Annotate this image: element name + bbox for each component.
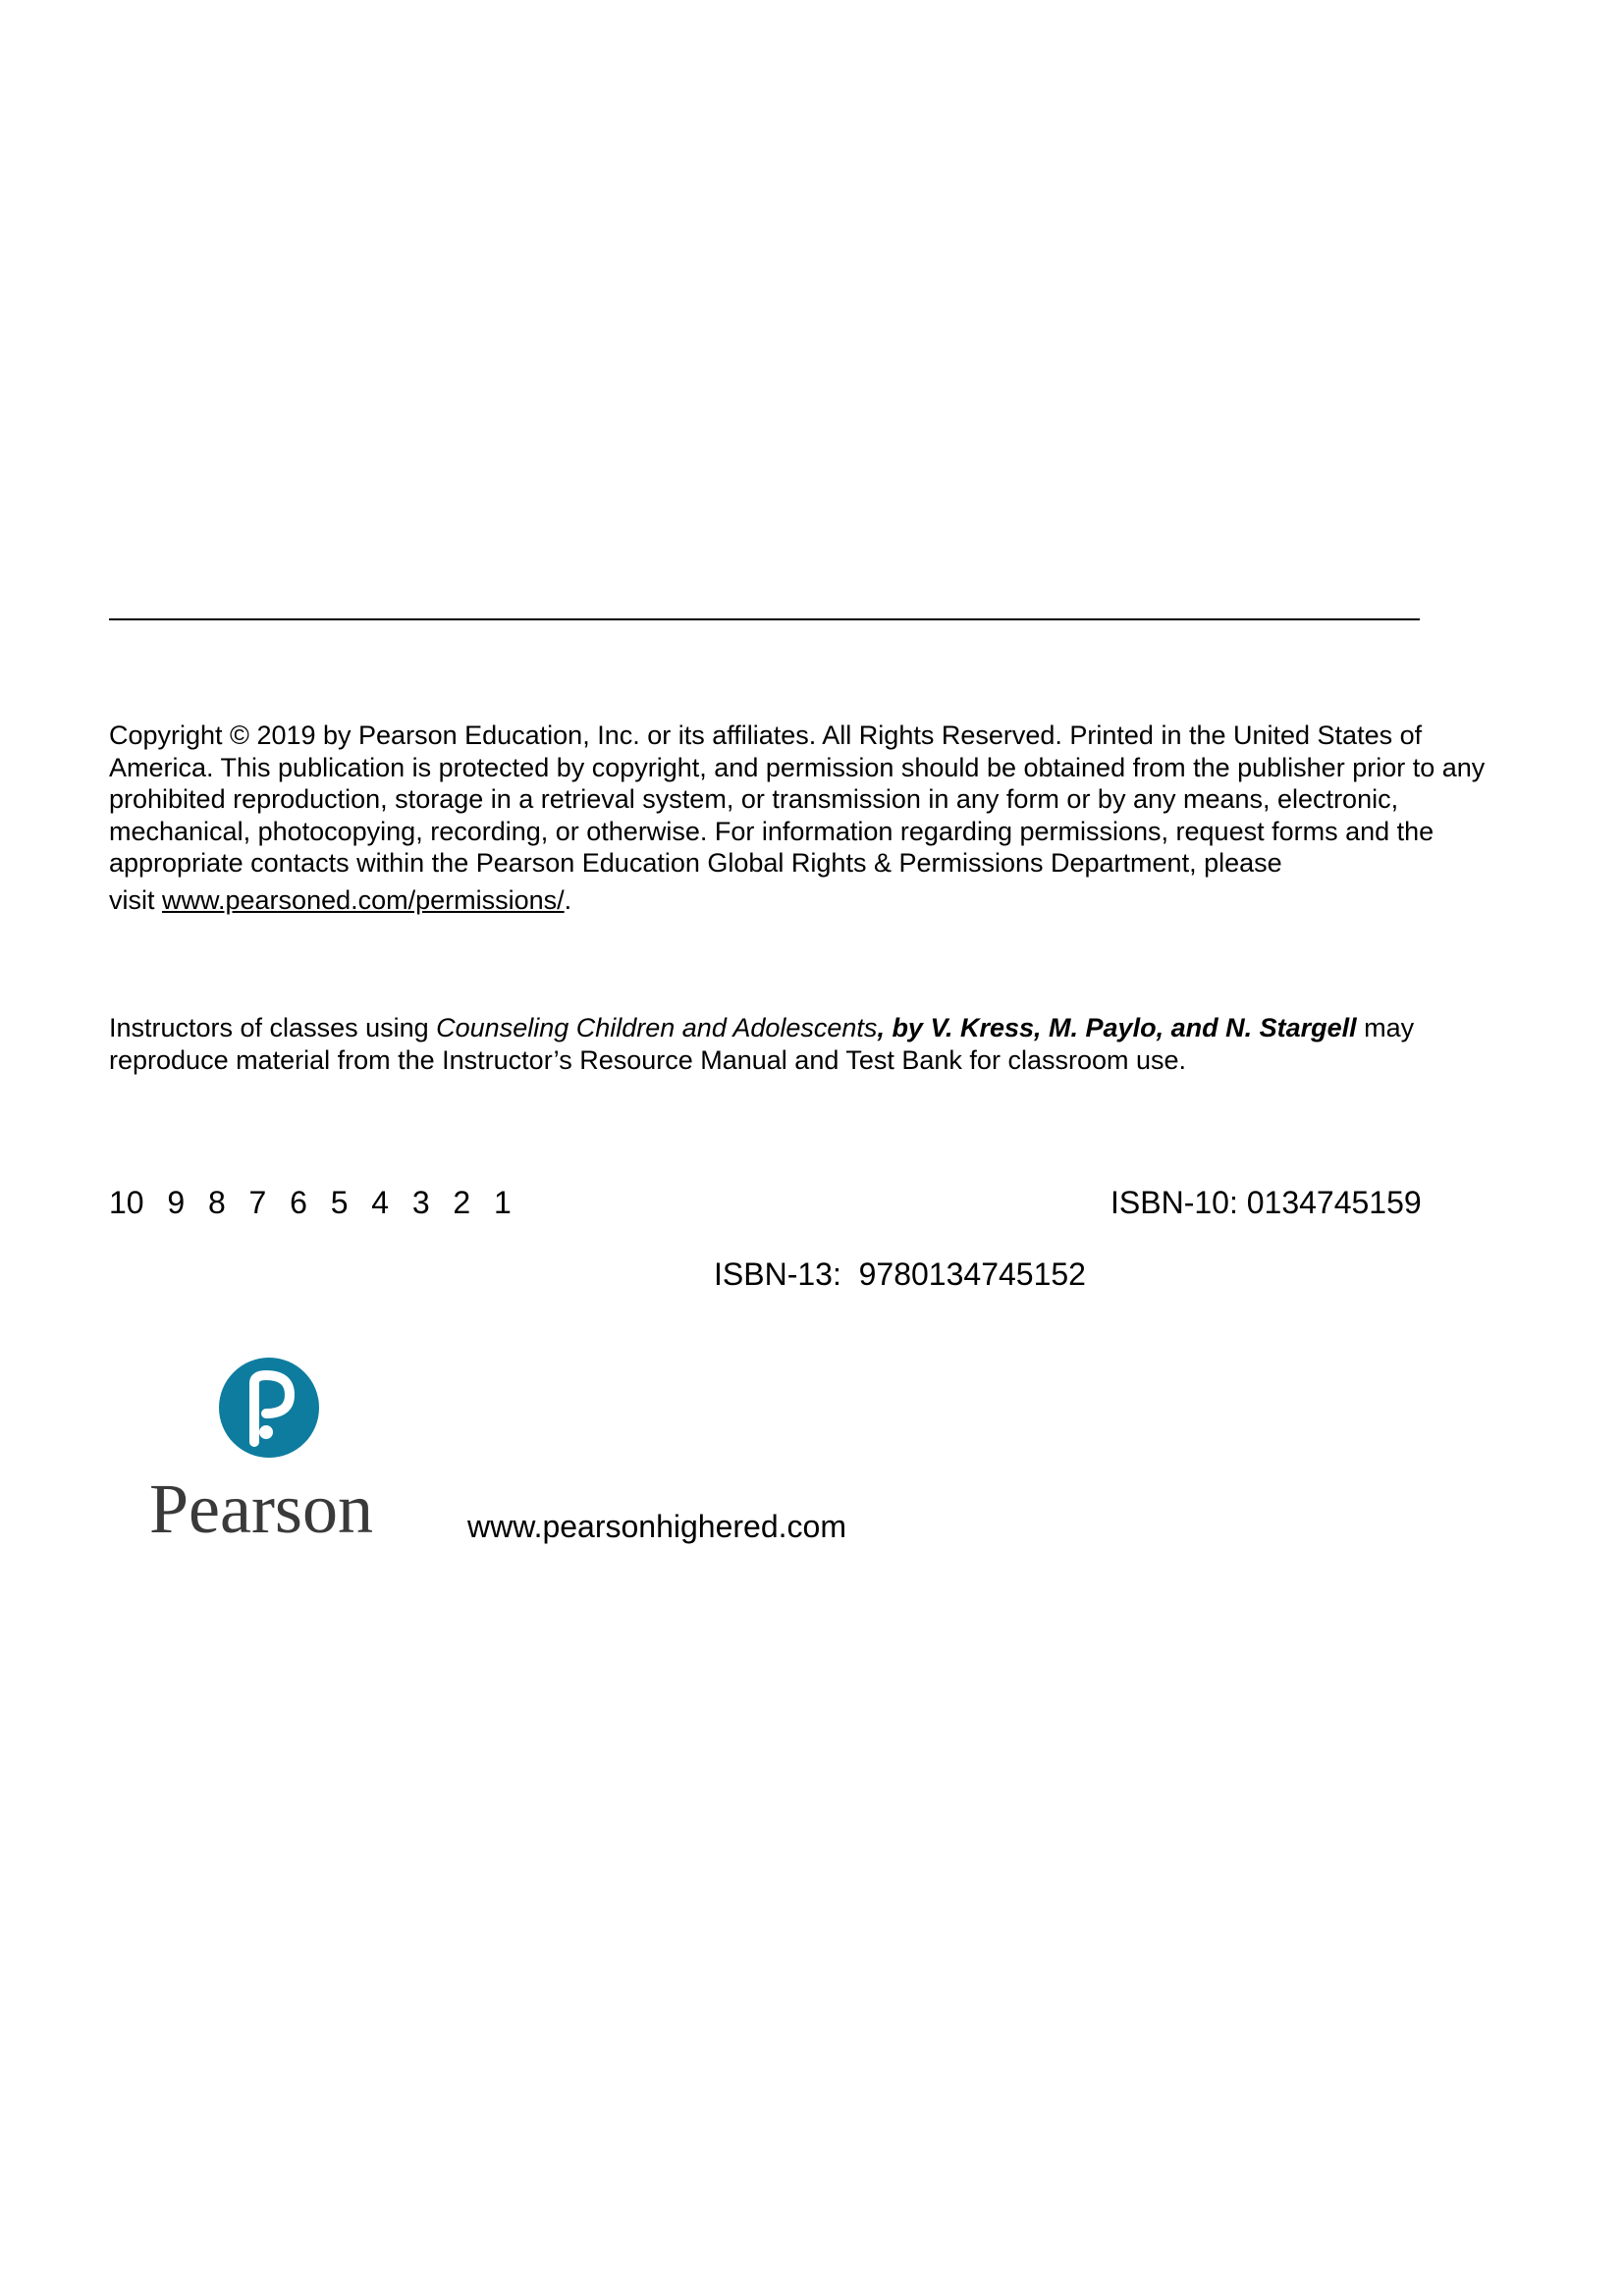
printing-number-line: 10 9 8 7 6 5 4 3 2 1 bbox=[109, 1185, 512, 1220]
pearson-p-logo-icon bbox=[147, 1351, 403, 1547]
visit-suffix: . bbox=[564, 884, 572, 915]
isbn-10: ISBN-10: 0134745159 bbox=[1110, 1185, 1422, 1220]
permissions-link[interactable]: www.pearsoned.com/permissions/ bbox=[162, 884, 565, 915]
visit-line bbox=[109, 884, 1523, 917]
copyright-notice bbox=[109, 720, 1523, 916]
copyright-text: Copyright © 2019 by Pearson Education, Inc. or its affiliates. All Rights Reserved. Printed in the United States of America. This publication is protected by copyright, and permission should be obtained from the publisher prior to any prohibited reproduction, storage in a retrieval system, or transmission in any form or by any means, electronic, mechanical, photocopying, recording, or otherwise. For information regarding permissions, request forms and the appropriate contacts within the Pearson Education Global Rights & Permissions Department, please bbox=[109, 721, 1486, 878]
book-authors: , by V. Kress, M. Paylo, and N. Stargell bbox=[877, 1013, 1357, 1042]
pearson-logo-mark bbox=[219, 1358, 319, 1458]
instructors-suffix: may reproduce material from the Instructor’s Resource Manual and Test Bank for classroom use. bbox=[109, 1013, 1415, 1075]
instructors-notice bbox=[109, 1012, 1523, 1076]
pearson-logo bbox=[147, 1351, 403, 1547]
book-title: Counseling Children and Adolescents bbox=[436, 1013, 878, 1042]
horizontal-rule bbox=[109, 618, 1420, 620]
instructors-prefix: Instructors of classes using bbox=[109, 1013, 437, 1042]
pearson-wordmark: Pearson bbox=[149, 1469, 373, 1547]
visit-prefix: visit bbox=[109, 884, 162, 915]
isbn-13: ISBN-13: 9780134745152 bbox=[714, 1256, 1086, 1292]
website-url[interactable]: www.pearsonhighered.com bbox=[467, 1509, 846, 1544]
